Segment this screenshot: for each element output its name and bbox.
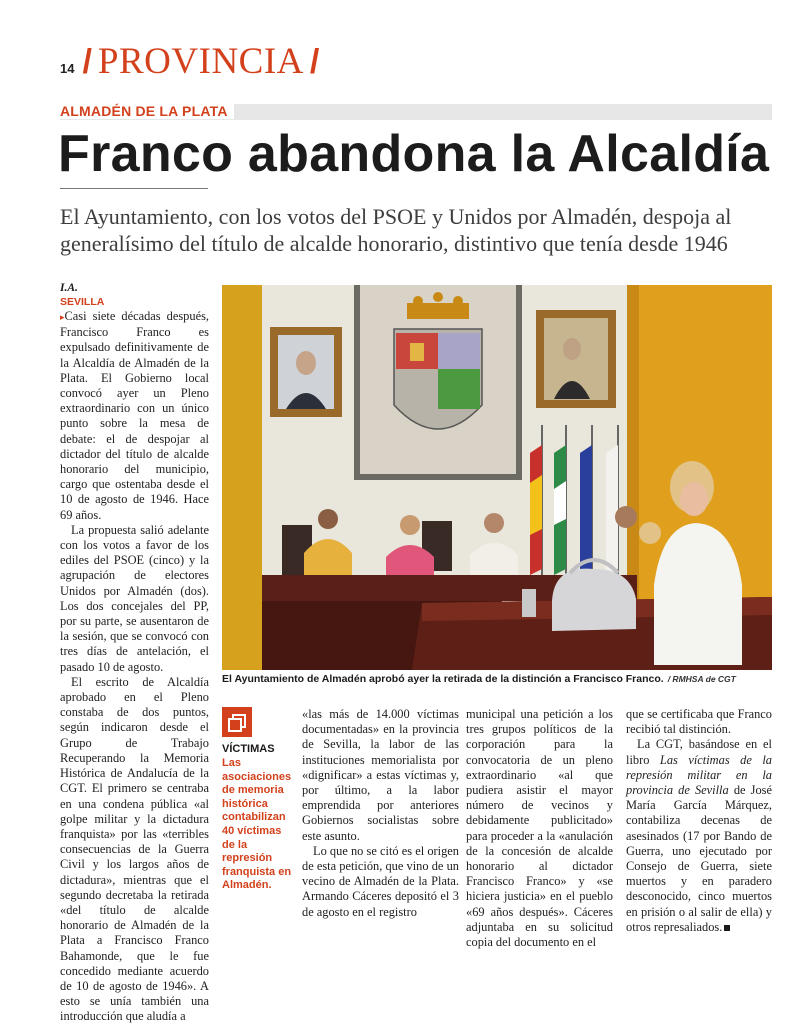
callout-text: Las asociaciones de memoria histórica contabilizan 40 víctimas de la represión franquista en Almadén. (222, 757, 292, 892)
arrow-icon: ▸ (60, 312, 65, 322)
page-number: 14 (60, 61, 75, 76)
article-paragraph: La CGT, basándose en el libro Las víctimas de la represión militar en la provincia de Sevilla de José María García Márquez, contabiliza decenas de asesinados (17 por Bando de Guerra, uno ejecutado por Consejo de Guerra, siete muertos y en paradero desconocido, cinco muertos en prisión o al salir de ella) y otros represaliados. (626, 737, 773, 934)
book-title: Las víctimas de la represión militar en la provincia de Sevilla (626, 752, 773, 798)
article-column-2 (302, 707, 459, 919)
article-paragraph: La propuesta salió adelante con los votos a favor de los ediles del PSOE (cinco) y la agrupación de electores Unidos por Almadén (dos). Los dos concejales del PP, por su parte, se ausentaron de la sesión, que se convocó con tres días de antelación, el pasado 10 de agosto. (60, 522, 209, 674)
article-photo (222, 285, 772, 670)
end-mark (724, 925, 730, 931)
kicker: ALMADÉN DE LA PLATA (60, 103, 234, 119)
article-paragraph: que se certificaba que Franco recibió tal distinción. (626, 707, 772, 737)
article-paragraph: ▸Casi siete décadas después, Francisco Franco es expulsado definitivamente de la Alcaldía de Almadén de la Plata. El Gobierno local convocó ayer un Pleno extraordinario con un único punto sobre la mesa de debate: el de despojar al dictador del título de alcalde honorario del municipio, cargo que ostentaba desde el 10 de agosto de 1946. Hace 69 años. (60, 309, 209, 522)
headline-rule (60, 188, 208, 189)
article-column-4 (626, 707, 773, 934)
byline-author: I.A. (60, 282, 78, 294)
caption-text: El Ayuntamiento de Almadén aprobó ayer la retirada de la distinción a Francisco Franco. (222, 673, 664, 685)
section-header (60, 40, 319, 84)
subheadline: El Ayuntamiento, con los votos del PSOE y Unidos por Almadén, despoja al generalísimo del título de alcalde honorario, distintivo que tenía desde 1946 (60, 204, 732, 256)
article-paragraph: El escrito de Alcaldía aprobado en el Pleno constaba de dos puntos, según indicaron desde el Grupo de Trabajo Recuperando la Memoria Histórica de Andalucía de la CGT. El primero se centraba en una condena pública «al golpe militar y la dictadura franquista» por las «terribles consecuencias de la Guerra Civil y los largos años de dictadura», mientras que el segundo decretaba la retirada «del título de alcalde honorario de Almadén de la Plata a Francisco Franco Bahamonde, que le fue concedido mediante acuerdo de 10 de agosto de 1946». A esto se unía también una introducción que aludía a (60, 674, 209, 1024)
section-slash-right: / (309, 43, 320, 81)
article-paragraph: «las más de 14.000 víctimas documentadas» en la provincia de Sevilla, la labor de las instituciones memorialista por «dignificar» a estas víctimas y, por último, a la labor emprendida por anteriores Gobiernos socialistas sobre este asunto. (302, 707, 459, 843)
callout-label: VÍCTIMAS (222, 743, 275, 755)
article-column-1 (60, 309, 209, 1024)
window-icon (222, 707, 252, 737)
section-slash-left: / (82, 43, 92, 81)
article-paragraph: municipal una petición a los tres grupos políticos de la corporación para la convocatoria de un pleno extraordinario «al que pudiera asistir el mayor número de vecinos y debidamente publicitado» para proceder a la «anulación de la concesión de alcalde honorario al dictador Francisco Franco» y «se hiciera justicia» en el pueblo «69 años después». Cáceres adjuntaba en su solicitud copia del documento en el (466, 707, 613, 950)
photo-caption (222, 673, 772, 685)
section-name: PROVINCIA (97, 41, 304, 82)
headline: Franco abandona la Alcaldía (58, 125, 770, 183)
photo-credit: / RMHSA de CGT (667, 674, 736, 684)
article-paragraph: Lo que no se citó es el origen de esta petición, que vino de un vecino de Almadén de la Plata. Armando Cáceres depositó el 3 de agosto en el registro (302, 843, 459, 919)
article-column-3 (466, 707, 613, 950)
byline-location: SEVILLA (60, 296, 105, 308)
